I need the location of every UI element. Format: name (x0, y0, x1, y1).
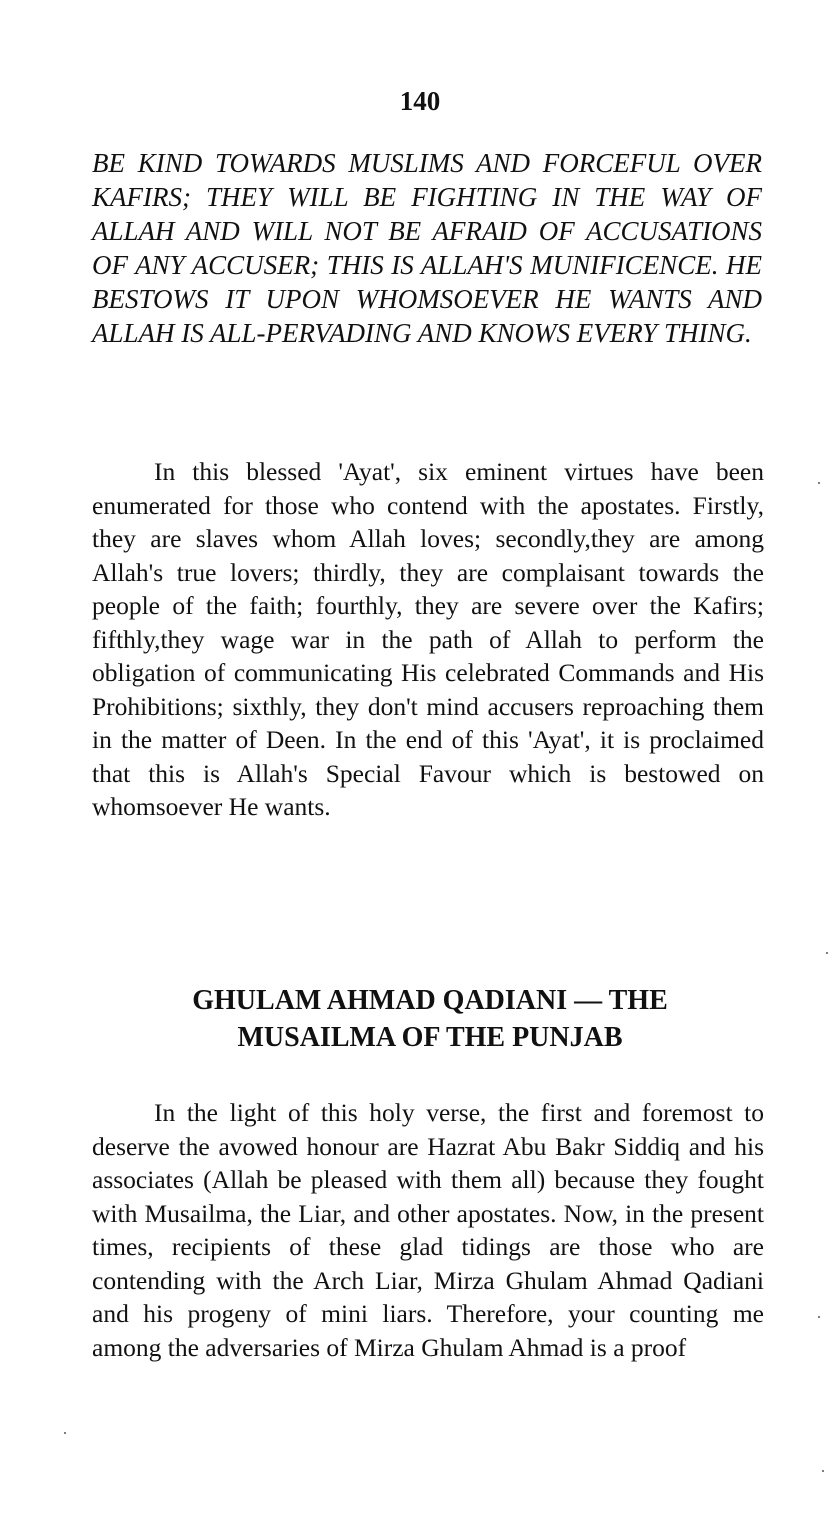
scan-speck (822, 1470, 824, 1472)
page-number: 140 (399, 86, 441, 116)
paragraph-virtues: In this blessed 'Ayat', six eminent virtues have been enumerated for those who contend with the apostates. Firstly, they are slaves whom Allah loves; secondly,they are among Allah's true lovers; thirdly, they are complaisant towards the people of the faith; fourthly, they are severe over the Kafirs; fifthly,they wage war in the path of Allah to perform the obligation of communicating His celebrated Commands and His Prohibitions; sixthly, they don't mind accusers reproaching them in the matter of Deen. In the end of this 'Ayat', it is proclaimed that this is Allah's Special Favour which is bestowed on whomsoever He wants. (92, 457, 764, 821)
scan-speck (826, 952, 828, 954)
section-heading (100, 982, 760, 1056)
quranic-verse-translation: BE KIND TOWARDS MUSLIMS AND FORCEFUL OVER KAFIRS; THEY WILL BE FIGHTING IN THE WAY OF ALLAH AND WILL NOT BE AFRAID OF ACCUSATIONS OF ANY ACCUSER; THIS IS ALLAH'S MUNIFICENCE. HE BESTOWS IT UPON WHOMSOEVER HE WANTS AND ALLAH IS ALL-PERVADING AND KNOWS EVERY THING. (92, 148, 762, 348)
scan-speck (818, 1316, 820, 1318)
scan-speck (818, 482, 820, 484)
scan-speck (64, 1432, 66, 1434)
paragraph-holy-verse: In the light of this holy verse, the first and foremost to deserve the avowed honour are Hazrat Abu Bakr Siddiq and his associates (Allah be pleased with them all) because they fought with Musailma, the Liar, and other apostates. Now, in the present times, recipients of these glad tidings are those who are contending with the Arch Liar, Mirza Ghulam Ahmad Qadiani and his progeny of mini liars. Therefore, your counting me among the adversaries of Mirza Ghulam Ahmad is a proof (92, 1098, 764, 1362)
section-heading-line-1: GHULAM AHMAD QADIANI — THE (192, 985, 668, 1016)
section-heading-line-2: MUSAILMA OF THE PUNJAB (237, 1022, 623, 1053)
